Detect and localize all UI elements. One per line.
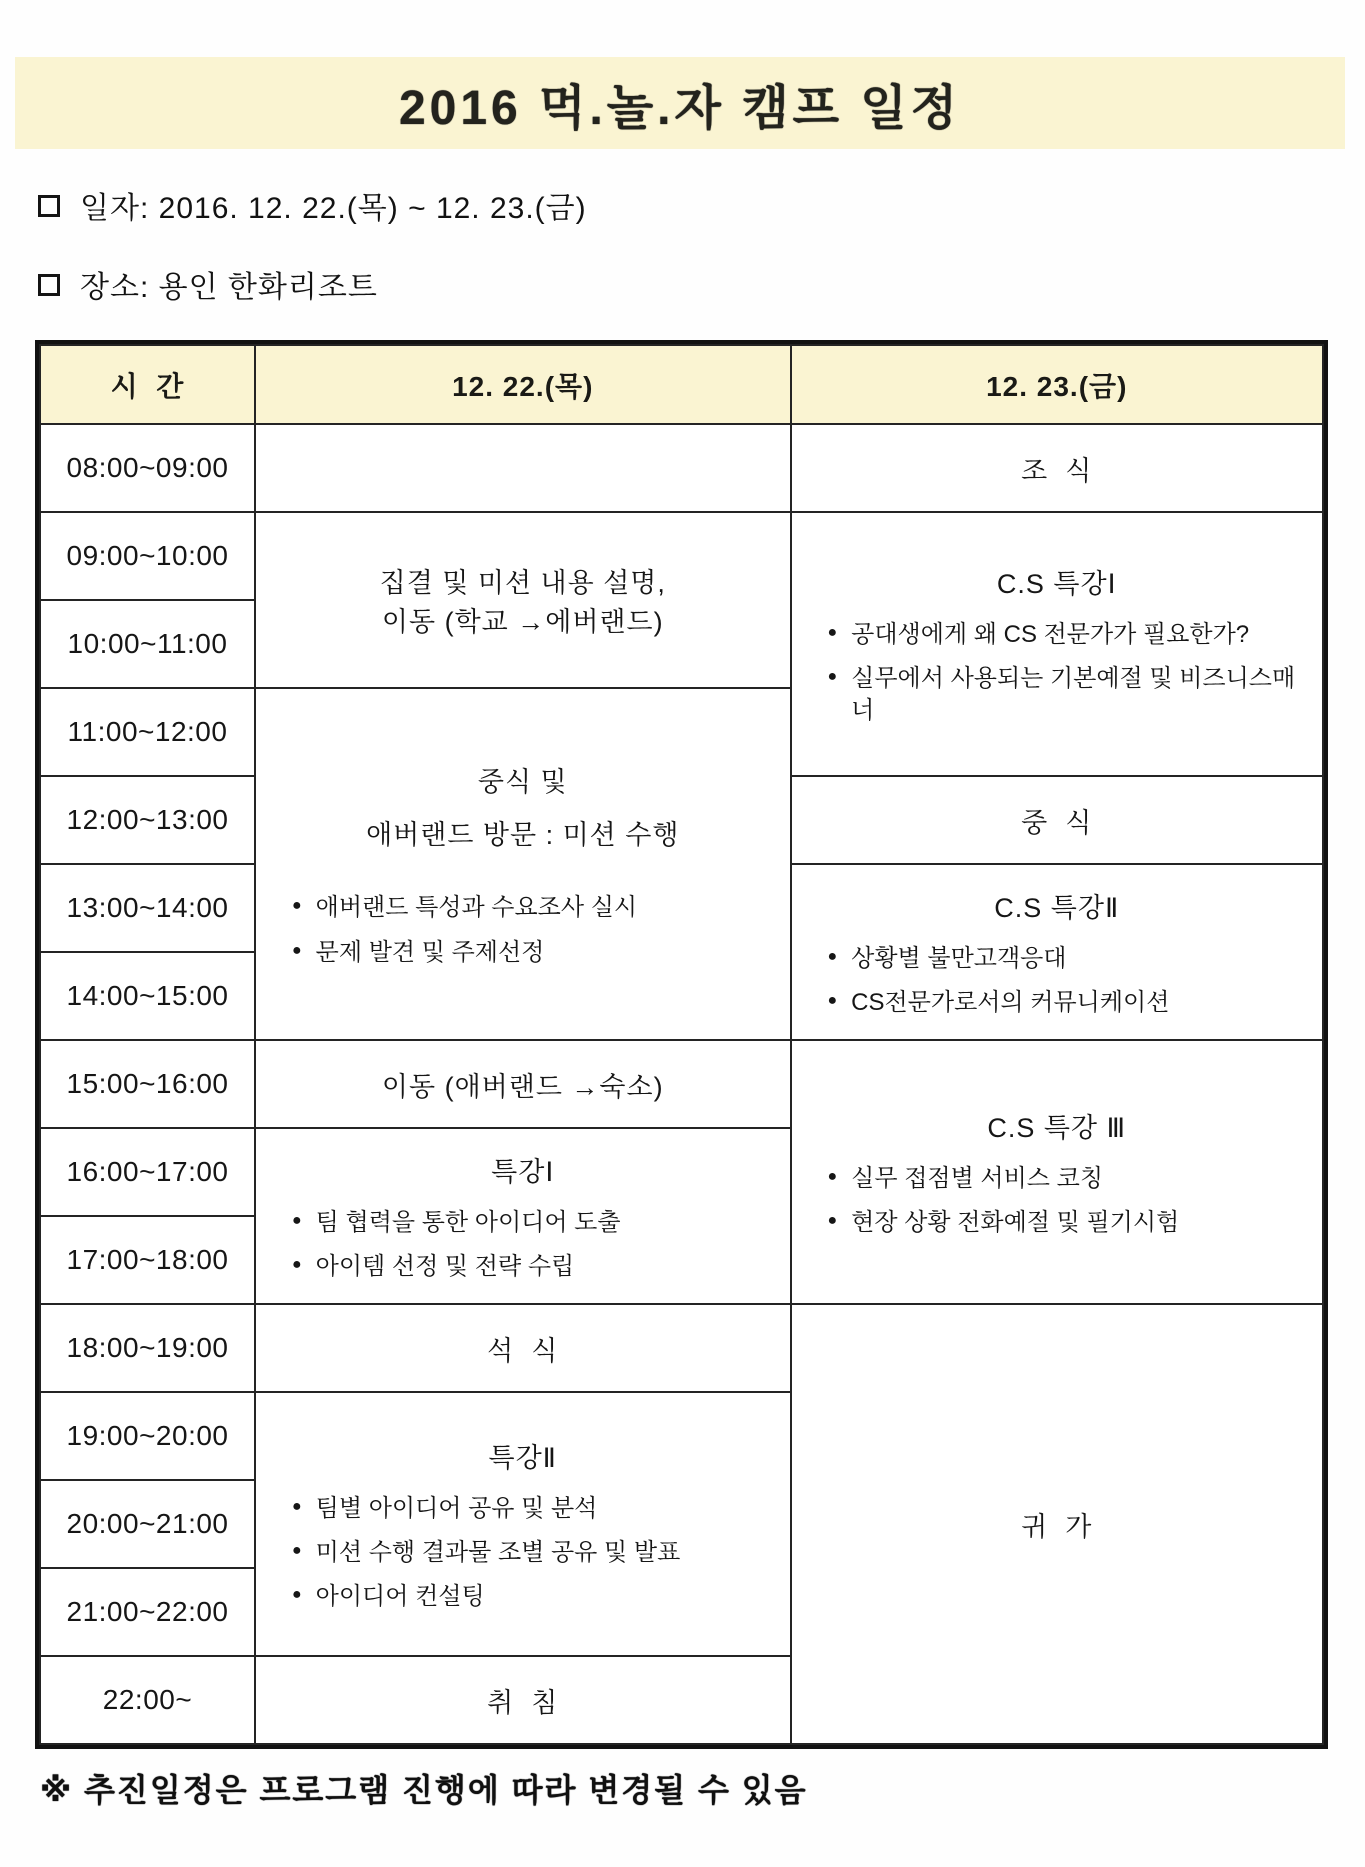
bullet-text: 아이디어 컨설팅 [315,1583,485,1611]
bullet-dot-icon: ● [827,1212,838,1229]
place-line [38,262,378,306]
bullet-item [292,1537,778,1568]
bullet-item [828,1207,1311,1238]
bullet-item [828,619,1311,650]
bullet-text: 팀 협력을 통한 아이디어 도출 [315,1208,621,1236]
col-header-time: 시 간 [40,345,255,424]
lecture1-title: 특강Ⅰ [491,1156,555,1187]
gather-line: 집결 및 미션 내용 설명, [379,568,666,598]
table-row [40,512,1323,600]
bullet-item [828,1163,1311,1194]
bullet-text: 상황별 불만고객응대 [851,944,1067,972]
schedule-table [39,344,1324,1745]
time-slot: 09:00~10:00 [40,512,255,600]
bullet-dot-icon: ● [292,1497,302,1515]
square-bullet-icon [38,195,60,217]
time-slot: 14:00~15:00 [40,952,255,1040]
schedule-table-wrapper [35,340,1328,1749]
bullet-dot-icon: ● [292,1541,302,1559]
day1-empty-cell [255,424,791,512]
time-slot: 20:00~21:00 [40,1480,255,1568]
day2-return-home-cell: 귀 가 [791,1304,1324,1744]
lecture2-title: 특강Ⅱ [488,1442,557,1473]
cs-lecture2-title: C.S 특강Ⅱ [994,892,1120,923]
bullet-item [292,1493,778,1524]
day2-cs-lecture1-cell [791,512,1324,776]
bullet-dot-icon: ● [827,947,838,965]
time-slot: 11:00~12:00 [40,688,255,776]
bullet-item [828,663,1311,725]
place-label: 장소: [80,271,150,304]
time-slot: 21:00~22:00 [40,1568,255,1656]
table-row [40,1040,1323,1128]
date-label: 일자: [80,192,150,225]
bullet-text: 문제 발견 및 주제선정 [315,938,545,966]
time-slot: 22:00~ [40,1656,255,1744]
table-row [40,424,1323,512]
bullet-item [292,1581,778,1612]
time-slot: 18:00~19:00 [40,1304,255,1392]
bullet-item [828,987,1311,1018]
everland-title-line1: 중식 및 [477,767,568,798]
day1-gather-move-cell [255,512,791,688]
day1-lecture1-cell [255,1128,791,1304]
bullet-dot-icon: ● [827,1167,838,1185]
day1-dinner-cell: 석 식 [255,1304,791,1392]
bullet-item [292,892,778,923]
bullet-dot-icon: ● [292,897,302,915]
day2-cs-lecture3-cell [791,1040,1324,1304]
date-value: 2016. 12. 22.(목) ~ 12. 23.(금) [158,192,587,225]
move-line: 이동 (학교 →에버랜드) [381,607,664,637]
bullet-text: 애버랜드 특성과 수요조사 실시 [315,894,638,922]
bullet-dot-icon: ● [292,941,302,959]
day1-move-lodging-cell: 이동 (애버랜드 →숙소) [255,1040,791,1128]
bullet-text: 실무 접점별 서비스 코칭 [851,1164,1104,1192]
date-line [38,183,587,227]
day1-everland-mission-cell [255,688,791,1040]
day2-cs-lecture2-cell [791,864,1324,1040]
schedule-change-footnote: ※ 추진일정은 프로그램 진행에 따라 변경될 수 있음 [40,1772,808,1808]
bullet-text: 실무에서 사용되는 기본예절 및 비즈니스매너 [851,665,1296,724]
time-slot: 15:00~16:00 [40,1040,255,1128]
bullet-item [292,1207,778,1238]
bullet-dot-icon: ● [292,1211,302,1229]
bullet-text: 아이템 선정 및 전략 수립 [315,1253,575,1280]
col-header-day2: 12. 23.(금) [791,345,1324,424]
day1-sleep-cell: 취 침 [255,1656,791,1744]
bullet-dot-icon: ● [292,1586,302,1604]
table-row [40,1304,1323,1392]
time-slot: 17:00~18:00 [40,1216,255,1304]
bullet-dot-icon: ● [827,668,838,686]
place-value: 용인 한화리조트 [158,271,378,304]
document-title-banner [15,57,1345,149]
bullet-item [828,943,1311,974]
bullet-text: CS전문가로서의 커뮤니케이션 [851,989,1170,1016]
time-slot: 08:00~09:00 [40,424,255,512]
time-slot: 12:00~13:00 [40,776,255,864]
bullet-dot-icon: ● [827,624,838,642]
bullet-text: 현장 상황 전화예절 및 필기시험 [851,1209,1180,1236]
place-text [80,262,378,306]
time-slot: 10:00~11:00 [40,600,255,688]
date-text [80,183,587,227]
bullet-text: 공대생에게 왜 CS 전문가가 필요한가? [851,621,1250,649]
bullet-text: 팀별 아이디어 공유 및 분석 [315,1494,598,1522]
bullet-item [292,1251,778,1282]
bullet-text: 미션 수행 결과물 조별 공유 및 발표 [315,1538,681,1566]
everland-title-line2: 애버랜드 방문 : 미션 수행 [366,820,680,851]
bullet-item [292,937,778,968]
day2-lunch-cell: 중 식 [791,776,1324,864]
time-slot: 16:00~17:00 [40,1128,255,1216]
time-slot: 19:00~20:00 [40,1392,255,1480]
time-slot: 13:00~14:00 [40,864,255,952]
cs-lecture3-title: C.S 특강 Ⅲ [987,1112,1127,1143]
bullet-dot-icon: ● [292,1256,302,1273]
cs-lecture1-title: C.S 특강Ⅰ [996,569,1117,600]
table-header-row [40,345,1323,424]
bullet-dot-icon: ● [827,992,838,1009]
day1-lecture2-cell [255,1392,791,1656]
col-header-day1: 12. 22.(목) [255,345,791,424]
square-bullet-icon [38,274,60,296]
page-title: 2016 먹.놀.자 캠프 일정 [398,81,962,135]
day2-breakfast-cell: 조 식 [791,424,1324,512]
